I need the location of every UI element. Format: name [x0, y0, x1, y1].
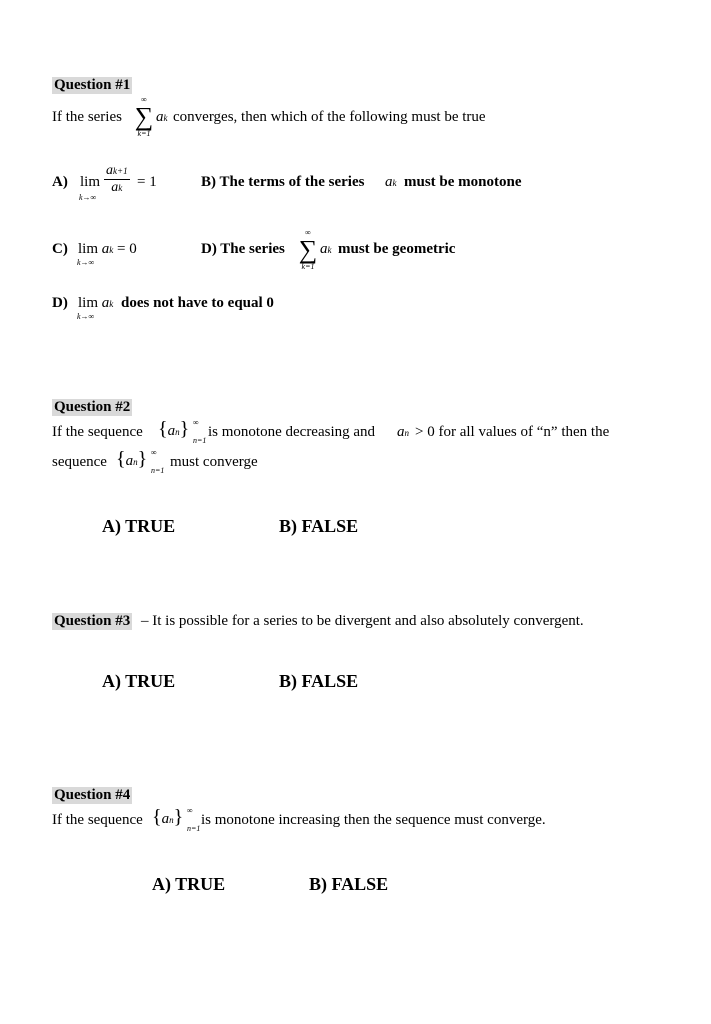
q2-line2-pre: sequence	[52, 454, 107, 470]
q1-term: ak	[156, 109, 168, 125]
q4-line-pre: If the sequence	[52, 812, 143, 828]
q1-optD1-pre: D) The series	[201, 241, 285, 257]
q1-stem-post: converges, then which of the following must be true	[173, 109, 486, 125]
q1-optD2-post: does not have to equal 0	[121, 295, 274, 311]
q1-optA-label: A)	[52, 174, 68, 190]
q2-false-option[interactable]: B) FALSE	[279, 516, 359, 536]
q1-optC-label: C)	[52, 241, 68, 257]
q1-sum-upper: ∞	[141, 95, 147, 104]
sigma-icon: ∑	[298, 235, 318, 264]
q3-false-option[interactable]: B) FALSE	[279, 671, 359, 691]
q3-label: Question #3	[54, 613, 131, 629]
q4-true-option[interactable]: A) TRUE	[152, 874, 226, 894]
q1-optD1-term: ak	[320, 241, 332, 257]
q3-text: – It is possible for a series to be divergent and also absolutely convergent.	[141, 613, 584, 629]
q1-optB-post: must be monotone	[404, 174, 522, 190]
q4-seq: {an} ∞ n=1	[152, 806, 201, 833]
q2-line1-mid: is monotone decreasing and	[208, 424, 376, 440]
q1-optD2-lim: lim ak	[78, 295, 114, 311]
q1-optD1-sigma: ∞ ∑ k=1	[298, 228, 318, 271]
q1-optC-lim: lim ak = 0	[78, 241, 137, 257]
q1-optA-sub: k→∞	[79, 193, 97, 202]
q1-optD1-post: must be geometric	[338, 241, 456, 257]
q1-optA-lim: lim	[80, 174, 101, 190]
q1-optD2-label: D)	[52, 295, 68, 311]
q2-cond-term: an	[397, 424, 409, 440]
q1-sum-lower: k=1	[137, 129, 151, 138]
q4-label: Question #4	[54, 787, 131, 803]
q2-true-option[interactable]: A) TRUE	[102, 516, 176, 536]
q3-true-option[interactable]: A) TRUE	[102, 671, 176, 691]
q1-optC-sub: k→∞	[77, 258, 95, 267]
q1-optA-rhs: = 1	[137, 174, 157, 190]
q4-line-post: is monotone increasing then the sequence must converge.	[201, 812, 546, 828]
q1-stem-pre: If the series	[52, 109, 122, 125]
q2-label: Question #2	[54, 399, 131, 415]
q2-line2-post: must converge	[170, 454, 258, 470]
q1-optD2-sub: k→∞	[77, 312, 95, 321]
sigma-icon: ∑	[134, 102, 154, 131]
q4-false-option[interactable]: B) FALSE	[309, 874, 389, 894]
q2-seq1: {an} ∞ n=1	[158, 418, 207, 445]
q1-optB-term: ak	[385, 174, 397, 190]
q1-sigma	[133, 96, 155, 138]
q2-line1-pre: If the sequence	[52, 424, 143, 440]
q1-optB-pre: B) The terms of the series	[201, 174, 365, 190]
q1-label: Question #1	[54, 77, 131, 93]
q2-seq2: {an} ∞ n=1	[116, 448, 165, 475]
q2-line1-post: > 0 for all values of “n” then the	[415, 424, 610, 440]
q1-optA-fraction: $\frac{ak+1}{ak}$	[106, 163, 128, 195]
